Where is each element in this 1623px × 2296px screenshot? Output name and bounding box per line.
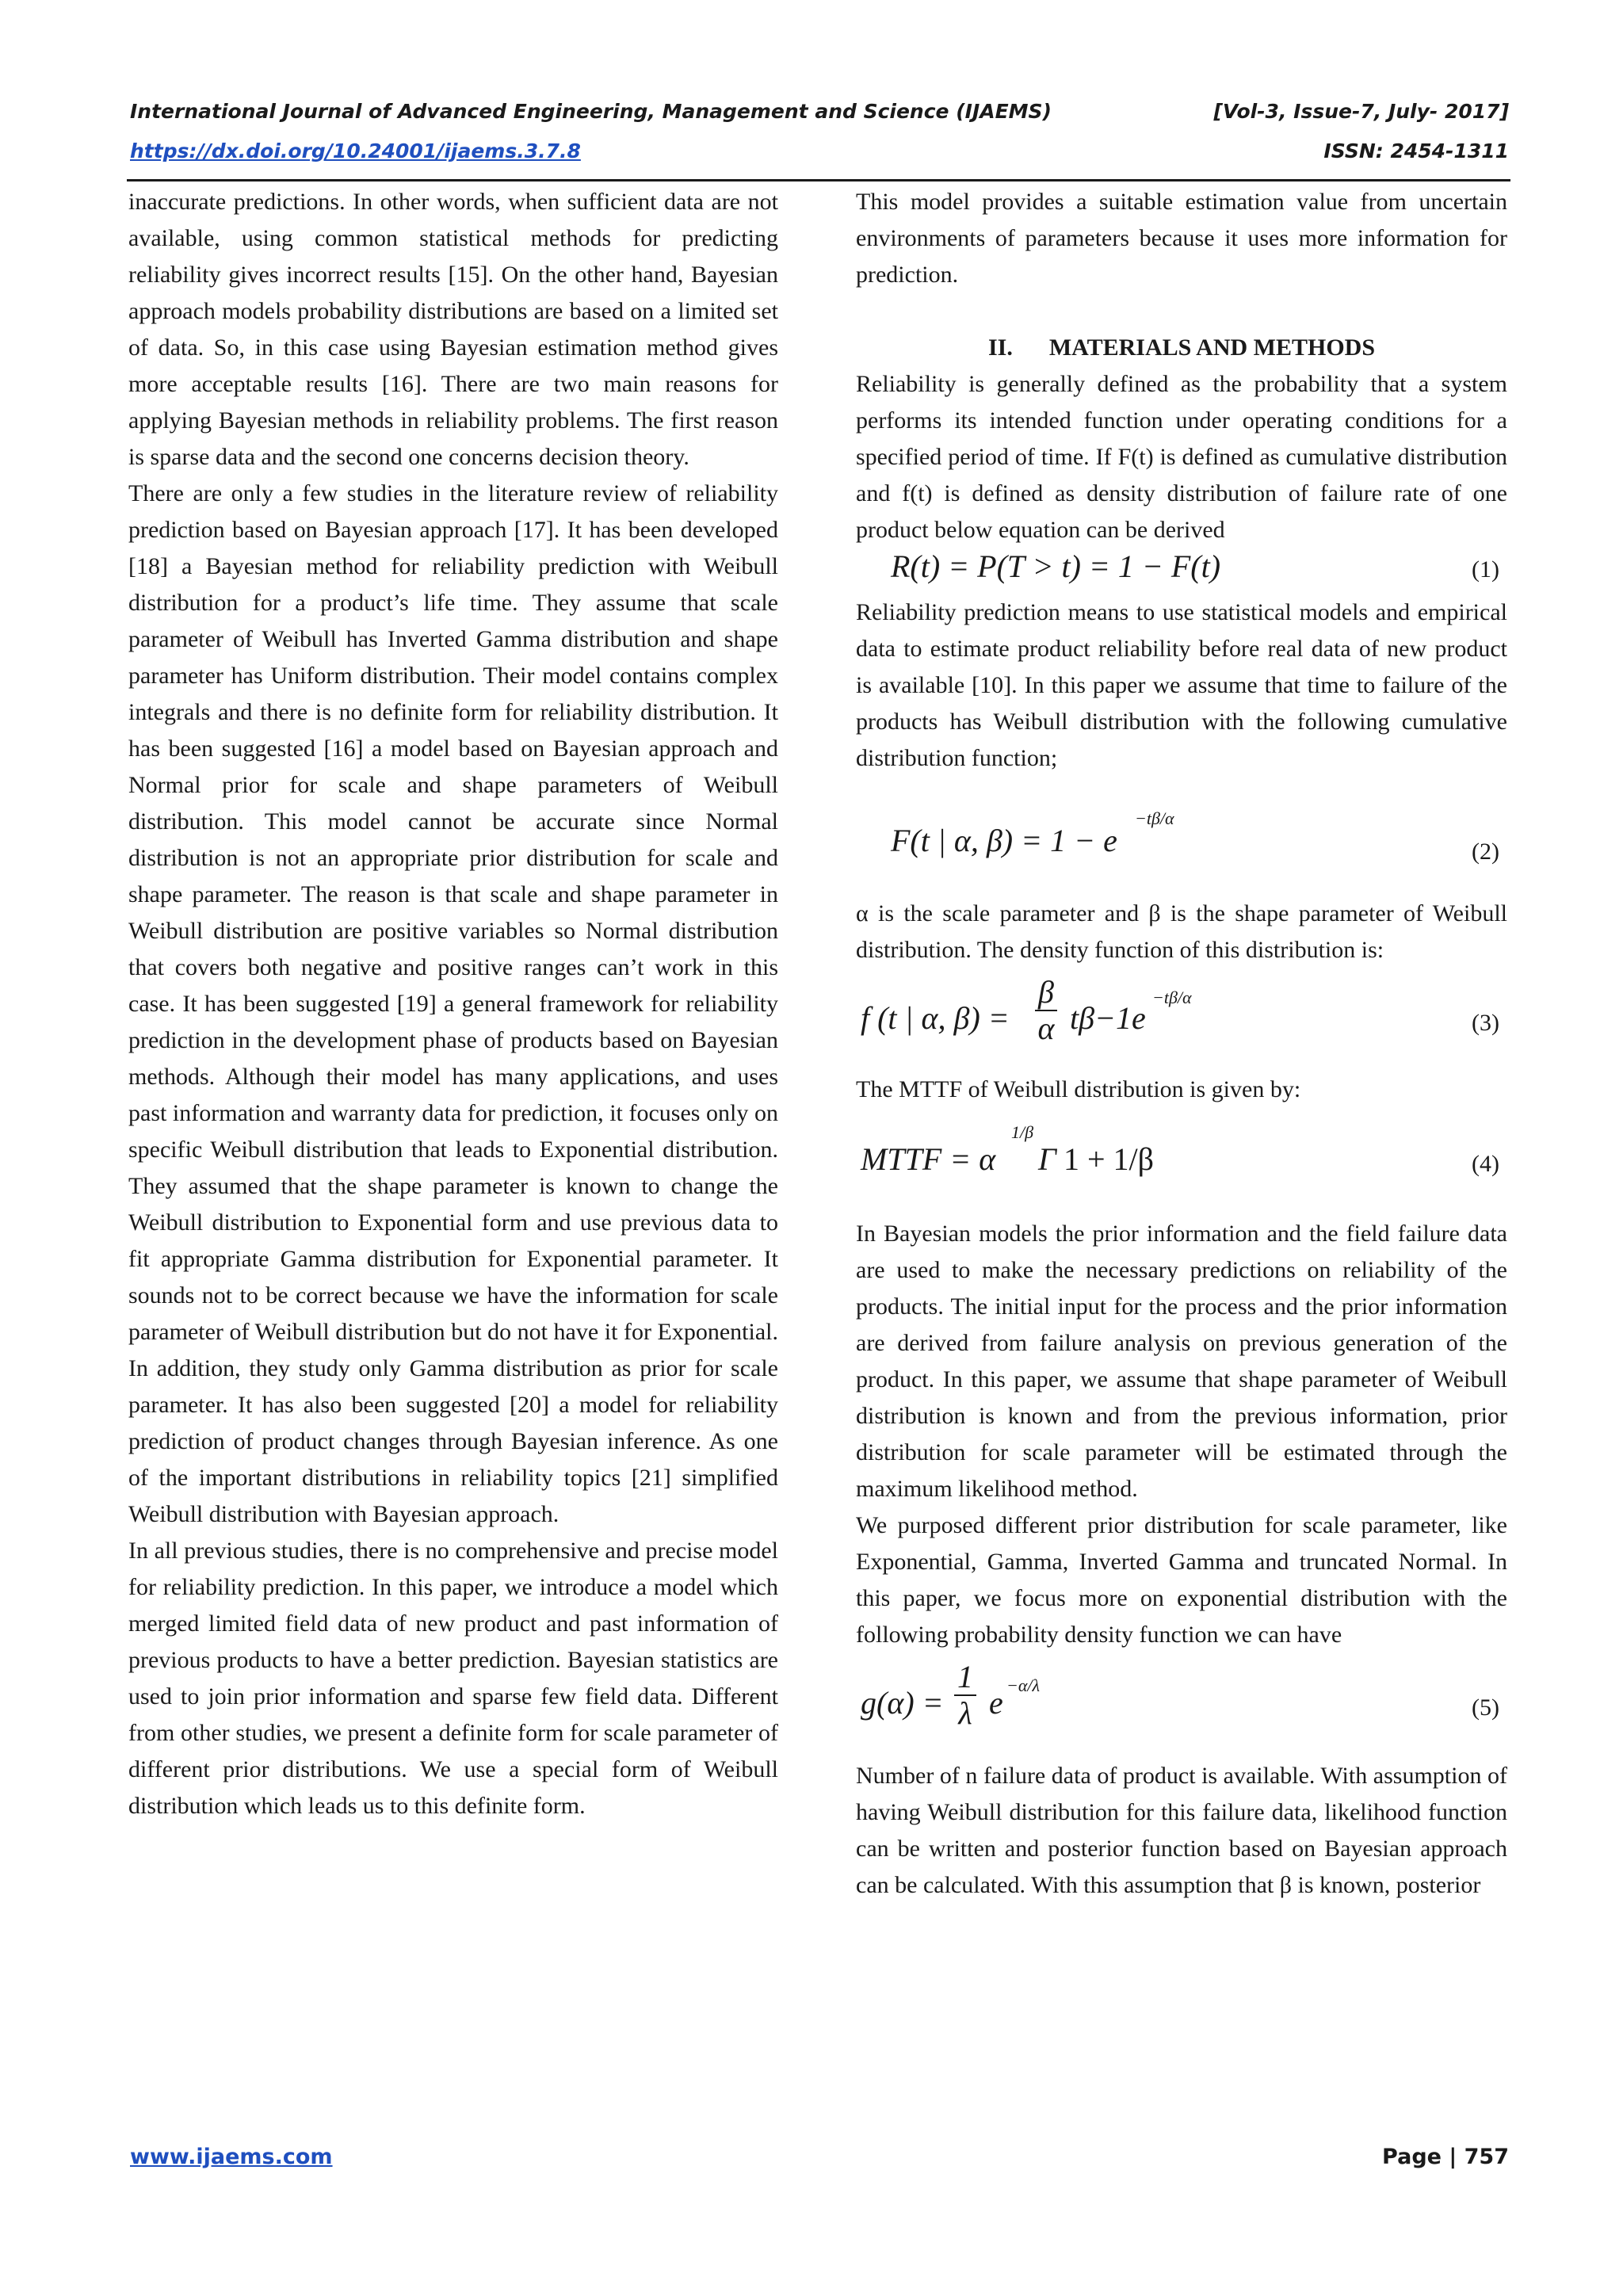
equation-4-number: (4) xyxy=(1472,1151,1499,1177)
right-paragraph-6: In Bayesian models the prior information and the field failure data are used to make the necessary predictions on reliability of the products. The initial input for the process and the prior information are derived from failure analysis on previous generation of the product. In this paper, we assume that shape parameter of Weibull distribution is known and from the previous information, prior distribution for scale parameter will be estimated through the maximum likelihood method. xyxy=(856,1221,1507,1502)
equation-1-number: (1) xyxy=(1472,556,1499,583)
section-number: II. xyxy=(987,334,1013,361)
equation-3-number: (3) xyxy=(1472,1010,1499,1036)
doi-link[interactable]: https://dx.doi.org/10.24001/ijaems.3.7.8 xyxy=(130,139,581,162)
left-paragraph-1: inaccurate predictions. In other words, when sufficient data are not available, using common statistical methods for predicting reliability gives incorrect results [15]. On the other hand, Bayesian approach models probability distributions are based on a limited set of data. So, in this case using Bayesian estimation method gives more acceptable results [16]. There are two main reasons for applying Bayesian methods in reliability problems. The first reason is sparse data and the second one concerns decision theory. xyxy=(128,189,778,470)
equation-5-lhs: g(α) = xyxy=(861,1685,944,1721)
right-paragraph-1: This model provides a suitable estimation value from uncertain environments of parameters because it uses more information for prediction. xyxy=(856,189,1507,288)
equation-4-exponent: 1/β xyxy=(1011,1122,1034,1142)
right-column xyxy=(856,184,1507,1904)
equation-3-numerator: β xyxy=(1035,975,1057,1011)
equation-4-lhs: MTTF = α xyxy=(861,1141,996,1177)
issn: ISSN: 2454-1311 xyxy=(1323,139,1509,162)
right-paragraph-4: α is the scale parameter and β is the shape parameter of Weibull distribution. The density function of this distribution is: xyxy=(856,900,1507,963)
equation-3-denominator: α xyxy=(1037,1010,1055,1046)
right-paragraph-3: Reliability prediction means to use statistical models and empirical data to estimate product reliability before real data of new product is available [10]. In this paper we assume that time to failure of the products has Weibull distribution with the following cumulative distribution function; xyxy=(856,599,1507,771)
equation-2-body: F(t | α, β) = 1 − e xyxy=(891,823,1117,858)
right-paragraph-2: Reliability is generally defined as the probability that a system performs its intended function under operating conditions for a specified period of time. If F(t) is defined as cumulative distribution and f(t) is defined as density distribution of failure rate of one product below equation can be derived xyxy=(856,371,1507,543)
equation-3-exponent: −tβ/α xyxy=(1152,988,1192,1007)
right-paragraph-5: The MTTF of Weibull distribution is given by: xyxy=(856,1076,1301,1102)
website-link[interactable]: www.ijaems.com xyxy=(130,2145,333,2169)
equation-4-argument: 1 + 1/β xyxy=(1064,1141,1155,1177)
equation-4-gamma: Γ xyxy=(1038,1141,1056,1177)
left-paragraph-2: There are only a few studies in the literature review of reliability prediction based on Bayesian approach [17]. It has been developed [18] a Bayesian method for reliability prediction with Weibull distribution for a product’s life time. They assume that scale parameter of Weibull has Inverted Gamma distribution and shape parameter has Uniform distribution. Their model contains complex integrals and there is no definite form for reliability distribution. It has been suggested [16] a model based on Bayesian approach and Normal prior for scale and shape parameters of Weibull distribution. This model cannot be accurate since Normal distribution is not an appropriate prior distribution for scale and shape parameter. The reason is that scale and shape parameter in Weibull distribution are positive variables so Normal distribution that covers both negative and positive ranges can’t work in this case. It has been suggested [19] a general framework for reliability prediction in the development phase of products based on Bayesian methods. Although their model has many applications, and uses past information and warranty data for prediction, it focuses only on specific Weibull distribution that leads to Exponential distribution. They assumed that the shape parameter is known to change the Weibull distribution to Exponential form and use previous data to fit appropriate Gamma distribution for Exponential parameter. It sounds not to be correct because we have the information for scale parameter of Weibull distribution but do not have it for Exponential. In addition, they study only Gamma distribution as prior for scale parameter. It has also been suggested [20] a model for reliability prediction of product changes through Bayesian inference. As one of the important distributions in reliability topics [21] simplified Weibull distribution with Bayesian approach. xyxy=(128,480,778,1527)
journal-title: International Journal of Advanced Engineering, Management and Science (IJAEMS) xyxy=(130,100,1052,123)
equation-4 xyxy=(856,1108,1507,1216)
equation-3 xyxy=(856,968,1507,1072)
equation-5-number: (5) xyxy=(1472,1694,1499,1721)
equation-5-exponent: −α/λ xyxy=(1006,1675,1041,1695)
equation-5-fraction xyxy=(954,1660,976,1731)
header-rule xyxy=(127,179,1510,181)
section-title: MATERIALS AND METHODS xyxy=(1048,334,1376,361)
equation-3-fraction xyxy=(1035,975,1057,1046)
volume-info: [Vol-3, Issue-7, July- 2017] xyxy=(1213,100,1509,123)
equation-1-body: R(t) = P(T > t) = 1 − F(t) xyxy=(891,548,1221,584)
equation-3-rhs: tβ−1e xyxy=(1070,1000,1146,1036)
equation-3-lhs: f (t | α, β) = xyxy=(861,1000,1010,1036)
equation-5-numerator: 1 xyxy=(954,1660,976,1696)
equation-2 xyxy=(856,777,1507,896)
equation-5-denominator: λ xyxy=(958,1695,972,1731)
equation-5-e: e xyxy=(989,1685,1003,1721)
left-column xyxy=(128,184,778,1824)
left-paragraph-3: In all previous studies, there is no comprehensive and precise model for reliability prediction. In this paper, we introduce a model which merged limited field data of new product and past information of previous products to have a better prediction. Bayesian statistics are used to join prior information and sparse few field data. Different from other studies, we present a definite form for scale parameter of different prior distributions. We use a special form of Weibull distribution which leads us to this definite form. xyxy=(128,1538,778,1819)
section-heading xyxy=(856,330,1507,366)
equation-5 xyxy=(856,1653,1507,1758)
equation-2-exponent: −tβ/α xyxy=(1135,808,1174,828)
equation-2-number: (2) xyxy=(1472,839,1499,865)
right-paragraph-7: We purposed different prior distribution for scale parameter, like Exponential, Gamma, Inverted Gamma and truncated Normal. In this paper, we focus more on exponential distribution with the following probability density function we can have xyxy=(856,1512,1507,1648)
page-number: Page | 757 xyxy=(1382,2145,1509,2169)
right-paragraph-8: Number of n failure data of product is available. With assumption of having Weibull distribution for this failure data, likelihood function can be written and posterior function based on Bayesian approach can be calculated. With this assumption that β is known, posterior xyxy=(856,1763,1507,1898)
equation-1 xyxy=(856,548,1507,594)
